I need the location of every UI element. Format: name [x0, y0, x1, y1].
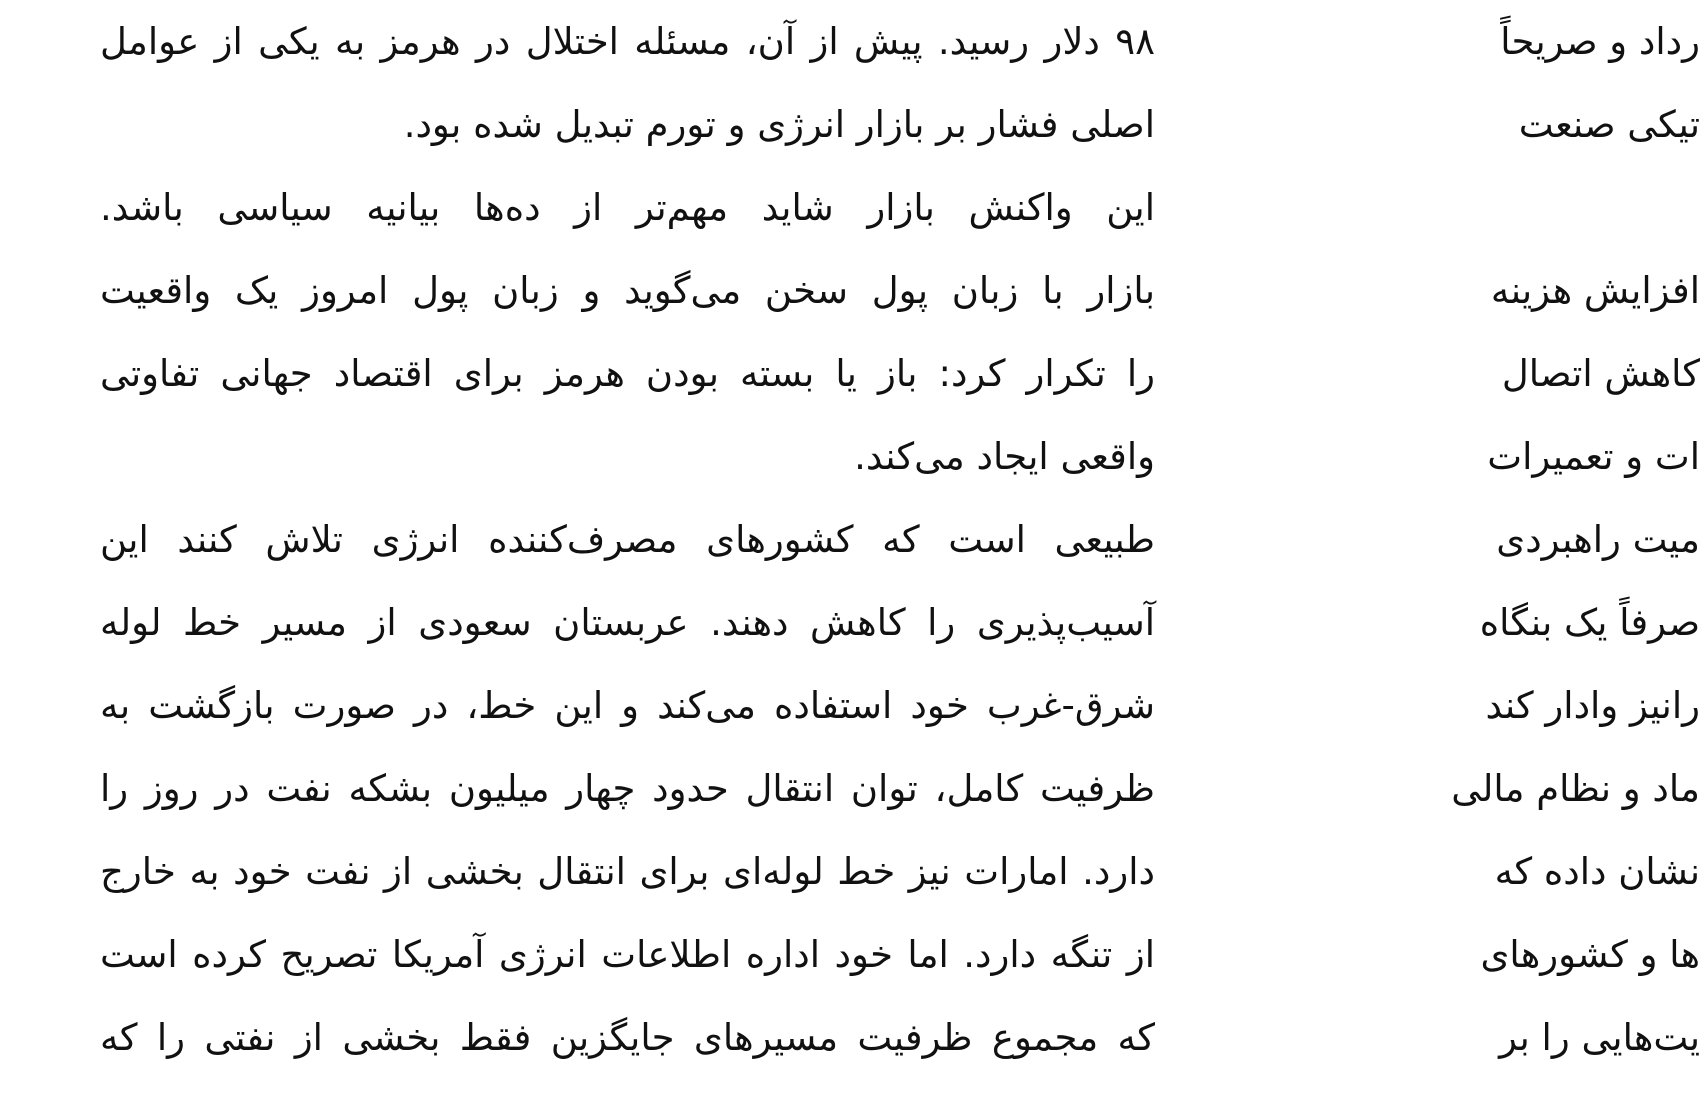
main-line-9: شرق-غرب خود استفاده می‌کند و این خط، در صورت بازگشت به [100, 684, 1155, 727]
main-line-11: دارد. امارات نیز خط لوله‌ای برای انتقال بخشی از نفت خود به خارج [100, 850, 1155, 893]
main-line-3: این واکنش بازار شاید مهم‌تر از ده‌ها بیانیه سیاسی باشد. [100, 186, 1155, 229]
side-line-8: صرفاً یک بنگاه [1479, 601, 1700, 644]
side-line-1: رداد و صریحاً [1500, 20, 1700, 63]
main-text-column [100, 0, 1155, 1079]
side-line-3 [1268, 166, 1700, 249]
main-line-5: را تکرار کرد: باز یا بسته بودن هرمز برای اقتصاد جهانی تفاوتی [100, 352, 1155, 395]
side-line-12: ها و کشورهای [1480, 933, 1700, 976]
side-line-9: رانیز وادار کند [1485, 684, 1700, 727]
main-line-13: که مجموع ظرفیت مسیرهای جایگزین فقط بخشی از نفتی را که [100, 1016, 1155, 1059]
side-line-2: تیکی صنعت [1518, 103, 1700, 146]
main-line-10: ظرفیت کامل، توان انتقال حدود چهار میلیون بشکه نفت در روز را [100, 767, 1155, 810]
side-line-7: میت راهبردی [1496, 518, 1700, 561]
main-line-7: طبیعی است که کشورهای مصرف‌کننده انرژی تلاش کنند این [100, 518, 1155, 561]
side-text-column [1268, 0, 1700, 1079]
side-line-13: یت‌هایی را بر [1499, 1016, 1700, 1059]
main-line-6: واقعی ایجاد می‌کند. [854, 435, 1155, 478]
side-line-11: نشان داده که [1494, 850, 1700, 893]
main-line-12: از تنگه دارد. اما خود اداره اطلاعات انرژی آمریکا تصریح کرده است [100, 933, 1155, 976]
main-line-2: اصلی فشار بر بازار انرژی و تورم تبدیل شده بود. [403, 103, 1155, 146]
main-line-8: آسیب‌پذیری را کاهش دهند. عربستان سعودی از مسیر خط لوله [100, 601, 1155, 644]
side-line-4: افزایش هزینه [1490, 269, 1700, 312]
main-line-1: ۹۸ دلار رسید. پیش از آن، مسئله اختلال در هرمز به یکی از عوامل [100, 20, 1155, 63]
main-line-4: بازار با زبان پول سخن می‌گوید و زبان پول امروز یک واقعیت [100, 269, 1155, 312]
side-line-10: ماد و نظام مالی [1451, 767, 1700, 810]
side-line-5: کاهش اتصال [1501, 352, 1700, 395]
side-line-6: ات و تعمیرات [1487, 435, 1700, 478]
